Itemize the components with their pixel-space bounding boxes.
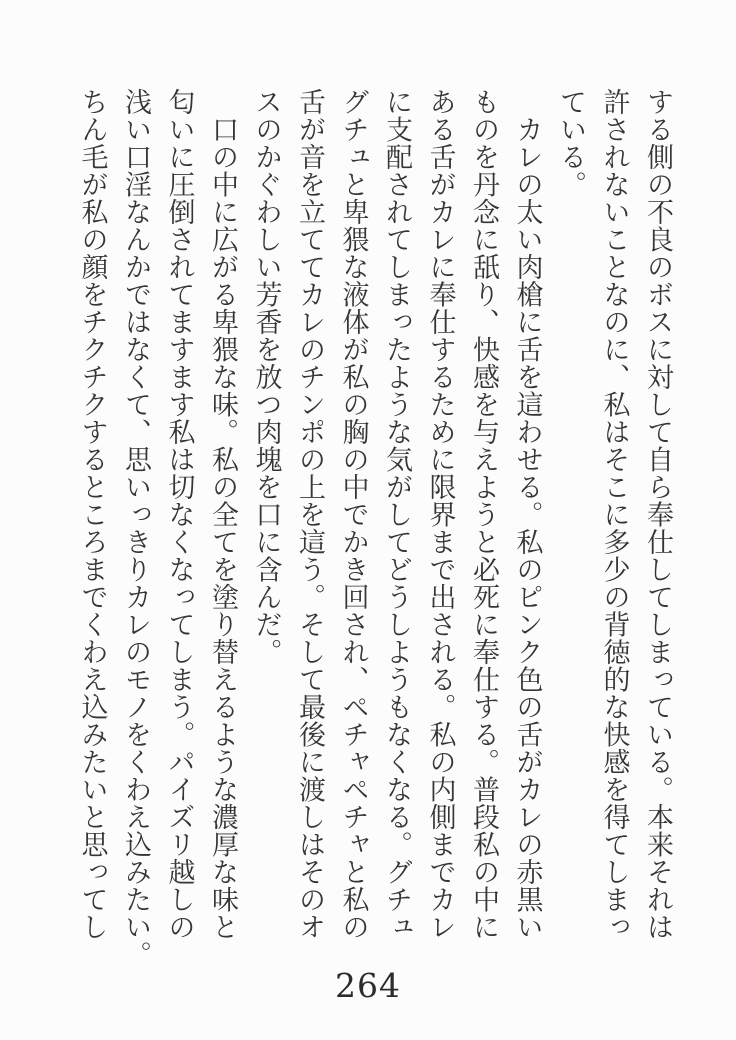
text-line: 許されないことなのに、私はそこに多少の背徳的な快感を得てしまっ <box>598 88 630 941</box>
text-line: ある舌がカレに奉仕するために限界まで出される。私の内側までカレ <box>424 88 456 941</box>
text-line: 舌が音を立ててカレのチンポの上を這う。そして最後に渡しはそのオ <box>294 88 325 941</box>
text-line: カレの太い肉槍に舌を這わせる。私のピンク色の舌がカレの赤黒い <box>511 88 543 941</box>
text-line: する側の不良のボスに対して自ら奉仕してしまっている。本来それは <box>642 88 673 941</box>
text-line: スのかぐわしい芳香を放つ肉塊を口に含んだ。 <box>250 88 282 666</box>
text-line: ちん毛が私の顔をチクチクするところまでくわえ込みたいと思ってし <box>76 88 108 941</box>
text-line: 浅い口淫なんかではなくて、思いっきりカレのモノをくわえ込みたい。 <box>120 88 151 968</box>
text-line: に支配されてしまったような気がしてどうしようもなくなる。グチュ <box>381 88 412 941</box>
text-line: 匂いに圧倒されてますます私は切なくなってしまう。パイズリ越しの <box>163 88 195 941</box>
text-line: ものを丹念に舐り、快感を与えようと必死に奉仕する。普段私の中に <box>468 88 499 941</box>
text-line: ている。 <box>555 88 586 198</box>
page-number: 264 <box>335 966 401 1005</box>
text-line: 口の中に広がる卑猥な味。私の全てを塗り替えるような濃厚な味と <box>207 88 238 941</box>
text-line: グチュと卑猥な液体が私の胸の中でかき回され、ペチャペチャと私の <box>337 88 369 941</box>
main-text-block <box>70 88 679 968</box>
